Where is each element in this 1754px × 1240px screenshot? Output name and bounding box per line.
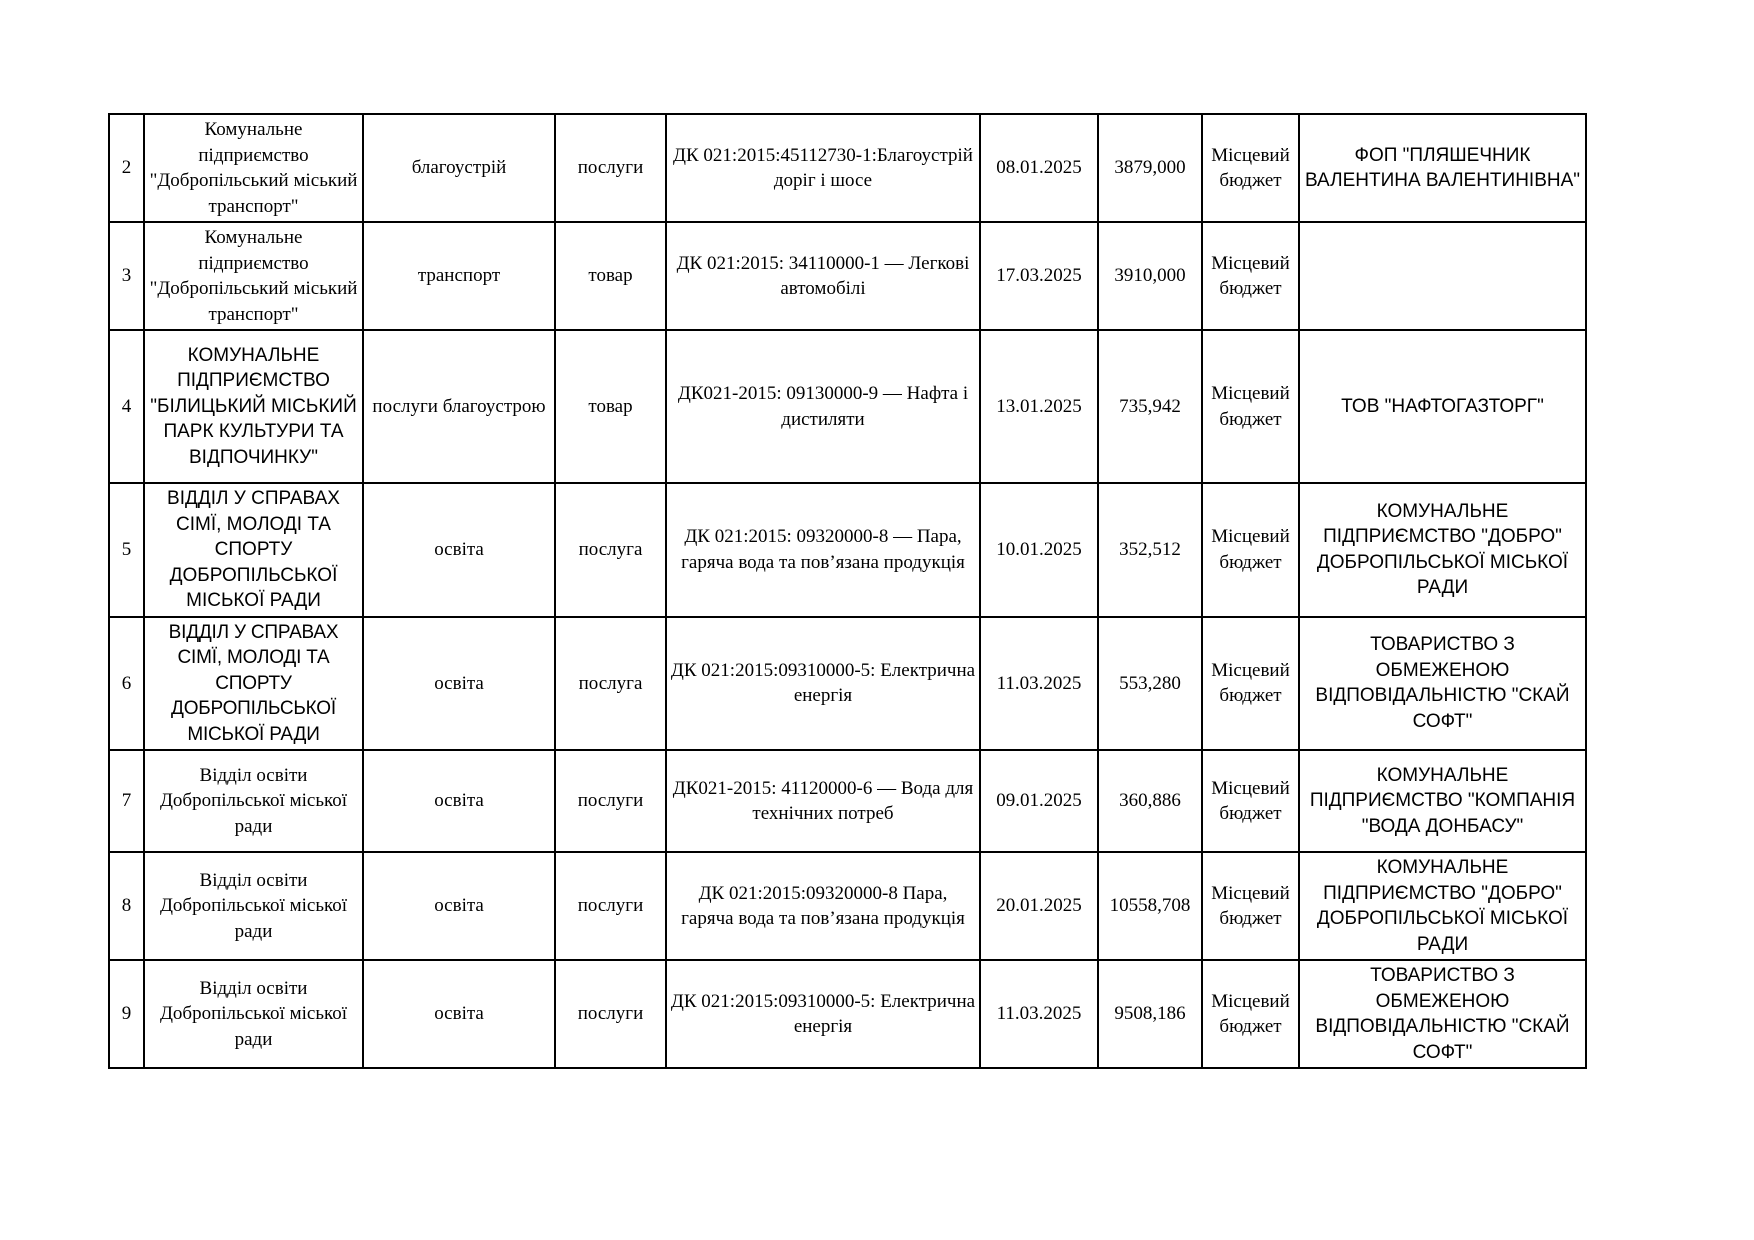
kind-cell: послуги: [555, 960, 666, 1068]
row-number: 4: [109, 330, 144, 483]
date-cell: 08.01.2025: [980, 114, 1098, 222]
code-cell: ДК021-2015: 41120000-6 — Вода для технічних потреб: [666, 750, 980, 852]
source-cell: Місцевий бюджет: [1202, 483, 1299, 617]
customer-cell: Відділ освіти Добропільської міської ради: [144, 750, 363, 852]
table-row: [109, 852, 1586, 960]
source-cell: Місцевий бюджет: [1202, 852, 1299, 960]
category-cell: освіта: [363, 617, 555, 751]
kind-cell: послуги: [555, 114, 666, 222]
date-cell: 09.01.2025: [980, 750, 1098, 852]
row-number: 6: [109, 617, 144, 751]
table-row: [109, 750, 1586, 852]
source-cell: Місцевий бюджет: [1202, 617, 1299, 751]
kind-cell: послуга: [555, 617, 666, 751]
amount-cell: 360,886: [1098, 750, 1202, 852]
category-cell: транспорт: [363, 222, 555, 330]
row-number: 3: [109, 222, 144, 330]
date-cell: 11.03.2025: [980, 960, 1098, 1068]
category-cell: освіта: [363, 483, 555, 617]
customer-cell: КОМУНАЛЬНЕ ПІДПРИЄМСТВО "БІЛИЦЬКИЙ МІСЬКИЙ ПАРК КУЛЬТУРИ ТА ВІДПОЧИНКУ": [144, 330, 363, 483]
customer-cell: Комунальне підприємство "Добропільський міський транспорт": [144, 114, 363, 222]
category-cell: освіта: [363, 960, 555, 1068]
supplier-cell: ТОВ "НАФТОГАЗТОРГ": [1299, 330, 1586, 483]
kind-cell: послуги: [555, 852, 666, 960]
code-cell: ДК 021:2015: 34110000-1 — Легкові автомобілі: [666, 222, 980, 330]
amount-cell: 10558,708: [1098, 852, 1202, 960]
amount-cell: 735,942: [1098, 330, 1202, 483]
table-row: [109, 617, 1586, 751]
row-number: 5: [109, 483, 144, 617]
customer-cell: Відділ освіти Добропільської міської ради: [144, 960, 363, 1068]
supplier-cell: ТОВАРИСТВО З ОБМЕЖЕНОЮ ВІДПОВІДАЛЬНІСТЮ "СКАЙ СОФТ": [1299, 960, 1586, 1068]
row-number: 7: [109, 750, 144, 852]
source-cell: Місцевий бюджет: [1202, 114, 1299, 222]
category-cell: послуги благоустрою: [363, 330, 555, 483]
kind-cell: послуга: [555, 483, 666, 617]
supplier-cell: ФОП "ПЛЯШЕЧНИК ВАЛЕНТИНА ВАЛЕНТИНІВНА": [1299, 114, 1586, 222]
supplier-cell: КОМУНАЛЬНЕ ПІДПРИЄМСТВО "ДОБРО" ДОБРОПІЛЬСЬКОЇ МІСЬКОЇ РАДИ: [1299, 483, 1586, 617]
table-row: [109, 222, 1586, 330]
row-number: 8: [109, 852, 144, 960]
date-cell: 20.01.2025: [980, 852, 1098, 960]
procurement-table: [108, 113, 1587, 1069]
supplier-cell: КОМУНАЛЬНЕ ПІДПРИЄМСТВО "ДОБРО" ДОБРОПІЛЬСЬКОЇ МІСЬКОЇ РАДИ: [1299, 852, 1586, 960]
amount-cell: 3910,000: [1098, 222, 1202, 330]
code-cell: ДК 021:2015:09310000-5: Електрична енергія: [666, 617, 980, 751]
category-cell: освіта: [363, 852, 555, 960]
amount-cell: 352,512: [1098, 483, 1202, 617]
category-cell: благоустрій: [363, 114, 555, 222]
table-row: [109, 960, 1586, 1068]
code-cell: ДК021-2015: 09130000-9 — Нафта і дистиляти: [666, 330, 980, 483]
code-cell: ДК 021:2015:09320000-8 Пара, гаряча вода та пов’язана продукція: [666, 852, 980, 960]
supplier-cell: ТОВАРИСТВО З ОБМЕЖЕНОЮ ВІДПОВІДАЛЬНІСТЮ "СКАЙ СОФТ": [1299, 617, 1586, 751]
table-row: [109, 483, 1586, 617]
table-row: [109, 330, 1586, 483]
amount-cell: 553,280: [1098, 617, 1202, 751]
date-cell: 13.01.2025: [980, 330, 1098, 483]
table-row: [109, 114, 1586, 222]
customer-cell: Комунальне підприємство "Добропільський міський транспорт": [144, 222, 363, 330]
category-cell: освіта: [363, 750, 555, 852]
supplier-cell: [1299, 222, 1586, 330]
source-cell: Місцевий бюджет: [1202, 222, 1299, 330]
source-cell: Місцевий бюджет: [1202, 750, 1299, 852]
kind-cell: послуги: [555, 750, 666, 852]
code-cell: ДК 021:2015: 09320000-8 — Пара, гаряча вода та пов’язана продукція: [666, 483, 980, 617]
supplier-cell: КОМУНАЛЬНЕ ПІДПРИЄМСТВО "КОМПАНІЯ "ВОДА ДОНБАСУ": [1299, 750, 1586, 852]
amount-cell: 9508,186: [1098, 960, 1202, 1068]
code-cell: ДК 021:2015:09310000-5: Електрична енергія: [666, 960, 980, 1068]
customer-cell: ВІДДІЛ У СПРАВАХ СІМЇ, МОЛОДІ ТА СПОРТУ ДОБРОПІЛЬСЬКОЇ МІСЬКОЇ РАДИ: [144, 617, 363, 751]
row-number: 2: [109, 114, 144, 222]
date-cell: 11.03.2025: [980, 617, 1098, 751]
amount-cell: 3879,000: [1098, 114, 1202, 222]
source-cell: Місцевий бюджет: [1202, 960, 1299, 1068]
date-cell: 10.01.2025: [980, 483, 1098, 617]
kind-cell: товар: [555, 222, 666, 330]
customer-cell: Відділ освіти Добропільської міської ради: [144, 852, 363, 960]
source-cell: Місцевий бюджет: [1202, 330, 1299, 483]
kind-cell: товар: [555, 330, 666, 483]
row-number: 9: [109, 960, 144, 1068]
date-cell: 17.03.2025: [980, 222, 1098, 330]
code-cell: ДК 021:2015:45112730-1:Благоустрій доріг і шосе: [666, 114, 980, 222]
customer-cell: ВІДДІЛ У СПРАВАХ СІМЇ, МОЛОДІ ТА СПОРТУ ДОБРОПІЛЬСЬКОЇ МІСЬКОЇ РАДИ: [144, 483, 363, 617]
